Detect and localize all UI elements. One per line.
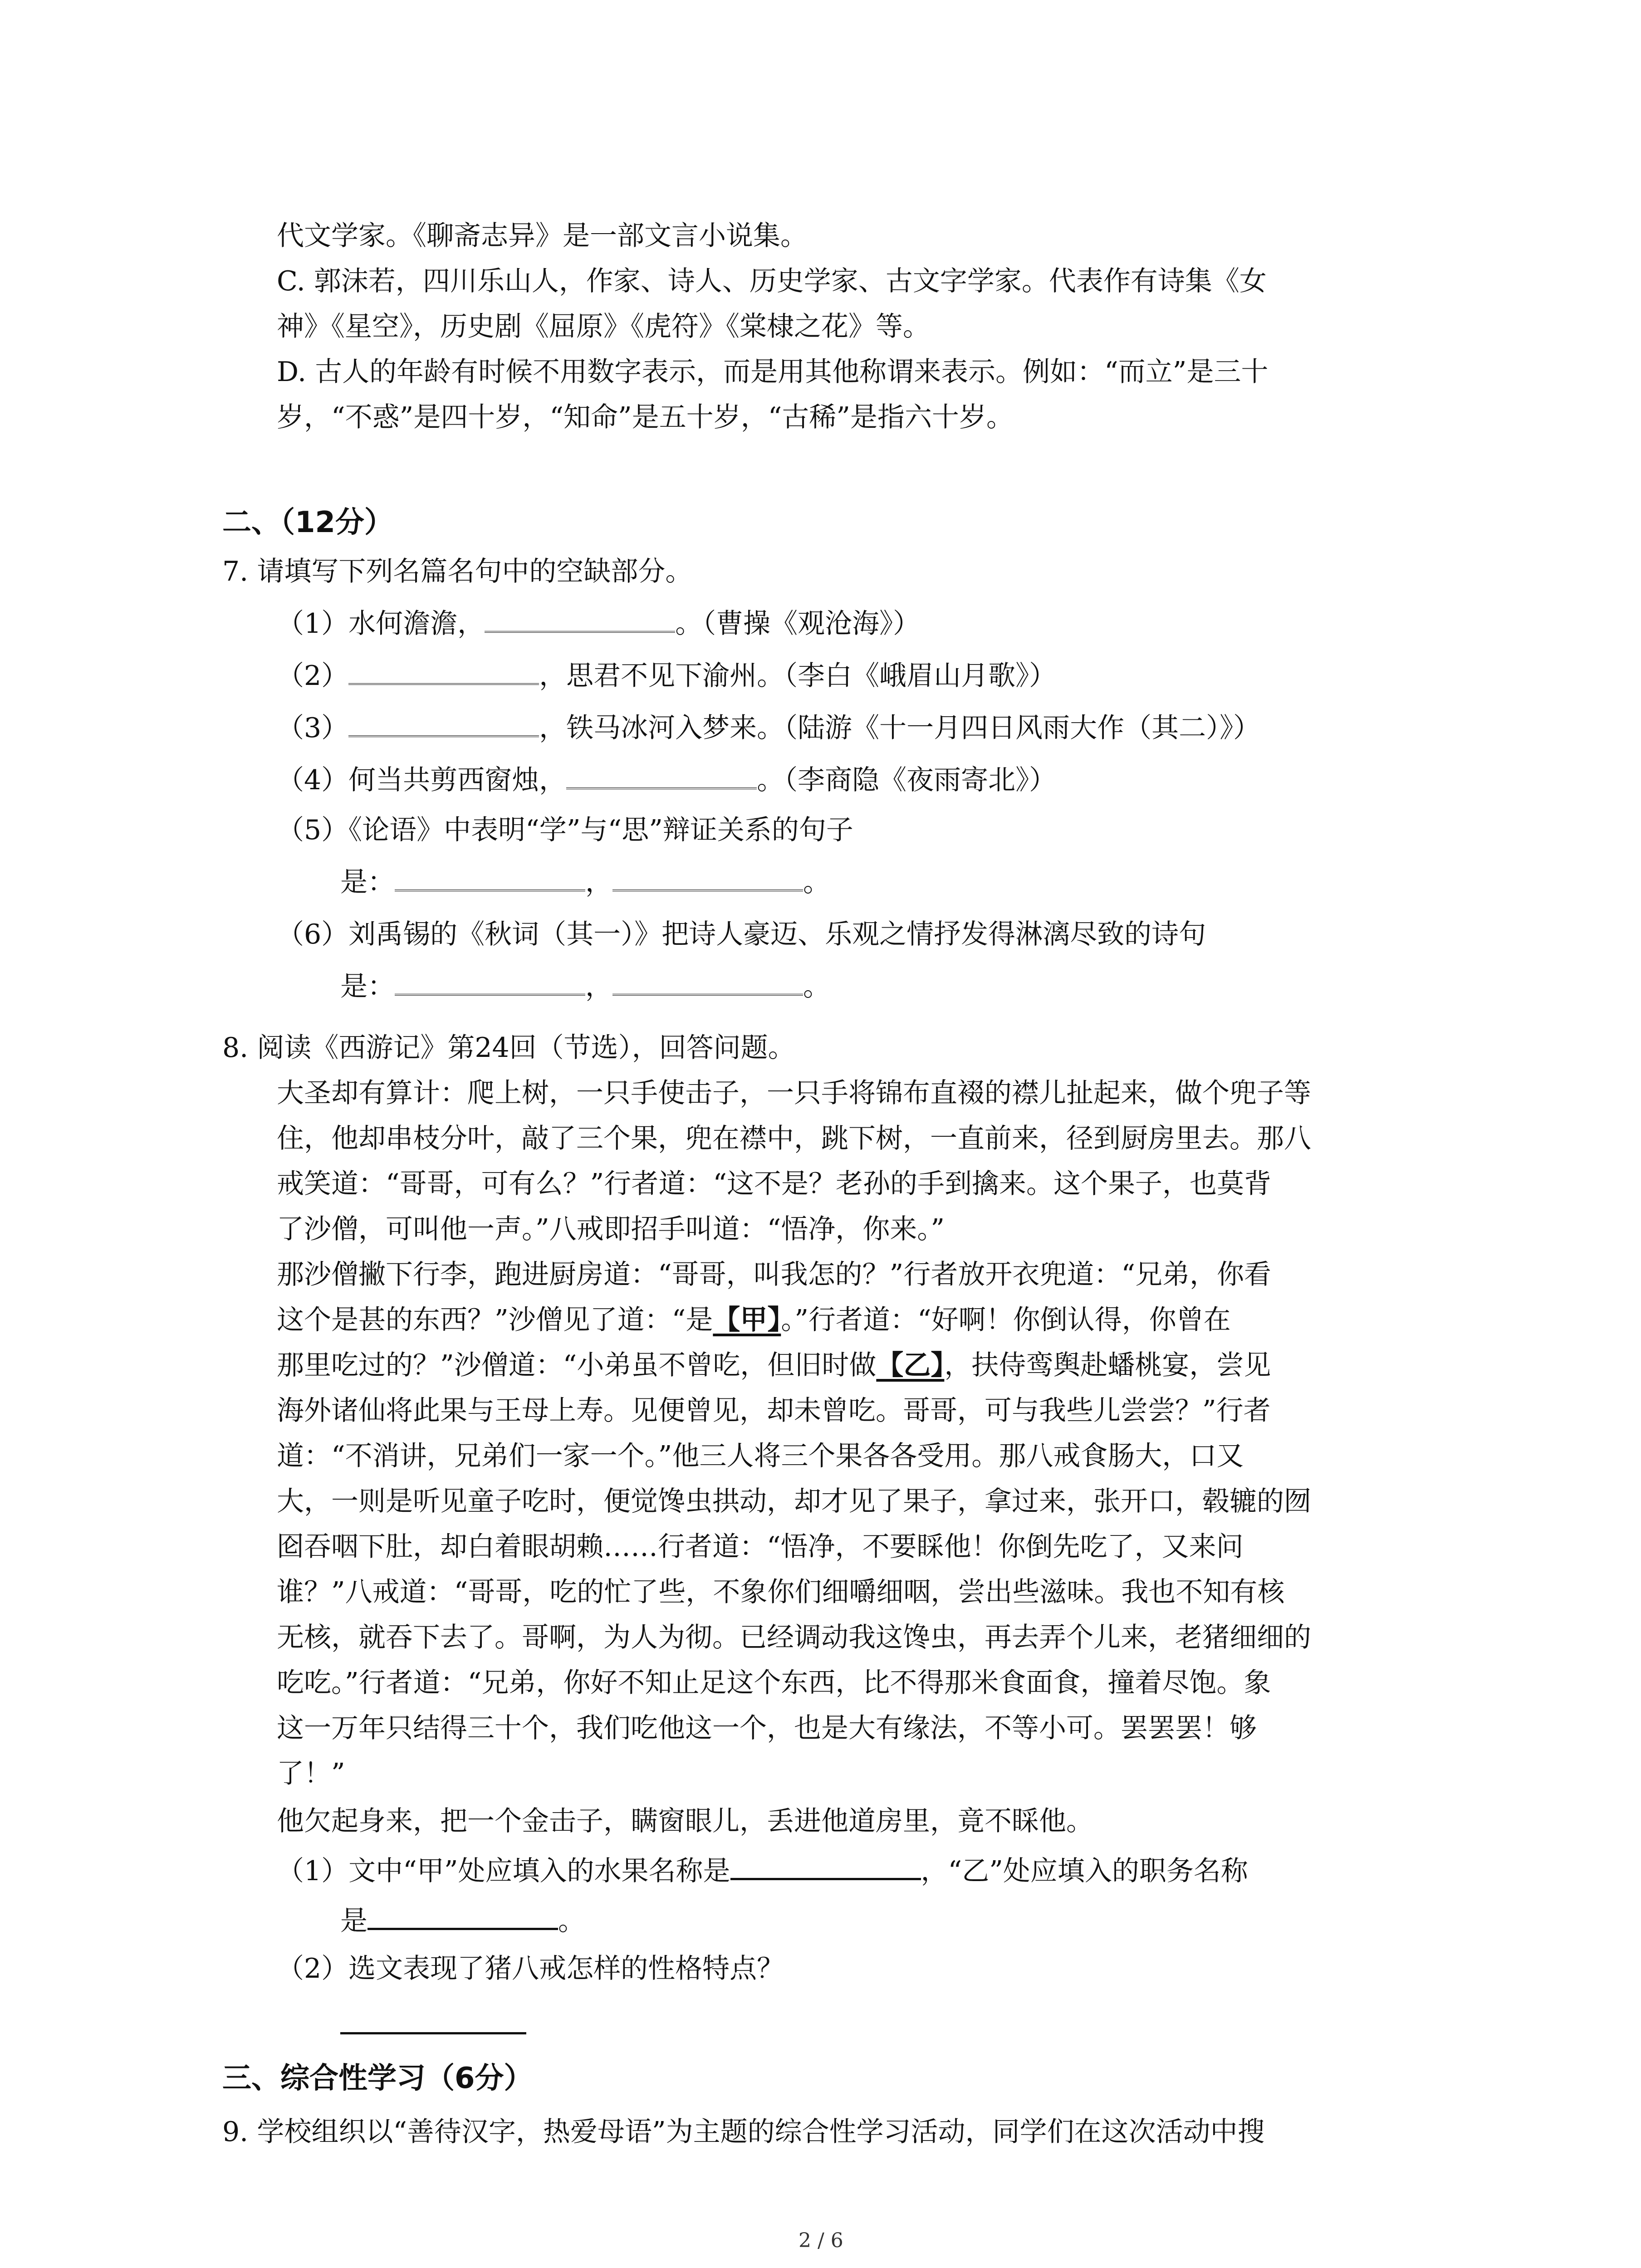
answer-blank[interactable] — [730, 1875, 921, 1880]
q7-item-6-answer-line — [340, 968, 830, 1005]
passage-line: 了沙僧，可叫他一声。”八戒即招手叫道：“悟净，你来。” — [277, 1213, 945, 1245]
comma: ， — [585, 866, 612, 898]
q7-item-2 — [277, 658, 1056, 694]
passage-line: 吃吃。”行者道：“兄弟，你好不知止足这个东西，比不得那米食面食，撞着尽饱。象 — [277, 1667, 1271, 1699]
period: 。 — [803, 866, 830, 898]
q7-item-6: （6）刘禹锡的《秋词（其一）》把诗人豪迈、乐观之情抒发得淋漓尽致的诗句 — [277, 919, 1206, 950]
answer-blank[interactable] — [348, 732, 539, 737]
q7-item-2-prefix: （2） — [277, 660, 349, 692]
comma: ， — [585, 971, 612, 1002]
answer-blank[interactable] — [566, 784, 757, 789]
q7-item-1-suffix: 。（曹操《观沧海》） — [675, 608, 921, 640]
option-c-line1: C. 郭沫若，四川乐山人，作家、诗人、历史学家、古文字学家。代表作有诗集《女 — [277, 265, 1267, 297]
passage-line: 无核，就吞下去了。哥啊，为人为彻。已经调动我这馋虫，再去弄个儿来，老猪细细的 — [277, 1622, 1311, 1653]
page-number: 2 / 6 — [798, 2229, 843, 2252]
q7-item-1 — [277, 606, 920, 642]
answer-prefix: 是： — [340, 866, 395, 898]
answer-blank[interactable] — [485, 627, 675, 633]
q7-stem: 7. 请填写下列名篇名句中的空缺部分。 — [222, 556, 693, 587]
q7-item-3-prefix: （3） — [277, 712, 349, 744]
period: 。 — [558, 1905, 585, 1937]
option-d-line2: 岁，“不惑”是四十岁，“知命”是五十岁，“古稀”是指六十岁。 — [277, 401, 1014, 433]
passage-line: 大，一则是听见童子吃时，便觉馋虫拱动，却才见了果子，拿过来，张开口，毂辘的囫 — [277, 1486, 1311, 1517]
q8-sub-1-cont — [340, 1903, 585, 1939]
q7-item-2-suffix: ，思君不见下渝州。（李白《峨眉山月歌》） — [539, 660, 1057, 692]
answer-prefix: 是： — [340, 971, 395, 1002]
answer-line[interactable] — [340, 2032, 526, 2034]
passage-text: 那里吃过的？”沙僧道：“小弟虽不曾吃，但旧时做 — [277, 1349, 877, 1381]
option-c-line2: 神》《星空》，历史剧《屈原》《虎符》《棠棣之花》等。 — [277, 311, 930, 342]
passage-text: 这个是甚的东西？”沙僧见了道：“是 — [277, 1304, 713, 1336]
answer-blank[interactable] — [395, 886, 585, 891]
passage-line-with-mark-jia — [277, 1302, 1231, 1338]
q7-item-5: （5）《论语》中表明“学”与“思”辩证关系的句子 — [277, 814, 853, 846]
sub-question-text: ，“乙”处应填入的职务名称 — [921, 1855, 1248, 1887]
q7-item-1-prefix: （1）水何澹澹， — [277, 608, 485, 640]
section-3-heading: 三、综合性学习（6分） — [222, 2062, 533, 2095]
period: 。 — [803, 971, 830, 1002]
q7-item-4 — [277, 762, 1056, 798]
q7-item-3-suffix: ，铁马冰河入梦来。（陆游《十一月四日风雨大作（其二）》） — [539, 712, 1261, 744]
mark-jia: 【甲】 — [713, 1304, 781, 1336]
answer-blank[interactable] — [395, 990, 585, 996]
q8-sub-1 — [277, 1853, 1248, 1889]
q7-item-4-suffix: 。（李商隐《夜雨寄北》） — [757, 764, 1057, 796]
passage-line-with-mark-yi — [277, 1347, 1271, 1383]
q7-item-4-prefix: （4）何当共剪西窗烛， — [277, 764, 567, 796]
q7-item-3 — [277, 710, 1260, 746]
passage-line: 那沙僧撇下行李，跑进厨房道：“哥哥，叫我怎的？”行者放开衣兜道：“兄弟，你看 — [277, 1259, 1272, 1290]
passage-line: 道：“不消讲，兄弟们一家一个。”他三人将三个果各各受用。那八戒食肠大，口又 — [277, 1440, 1244, 1472]
sub-question-text: （1）文中“甲”处应填入的水果名称是 — [277, 1855, 730, 1887]
passage-line: 海外诸仙将此果与王母上寿。见便曾见，却未曾吃。哥哥，可与我些儿尝尝？”行者 — [277, 1395, 1271, 1427]
passage-line: 戒笑道：“哥哥，可有么？”行者道：“这不是？老孙的手到擒来。这个果子，也莫背 — [277, 1168, 1272, 1200]
section-2-heading: 二、（12分） — [222, 506, 394, 539]
passage-line: 这一万年只结得三十个，我们吃他这一个，也是大有缘法，不等小可。罢罢罢！够 — [277, 1712, 1257, 1744]
passage-line: 大圣却有算计：爬上树，一只手使击子，一只手将锦布直裰的襟儿扯起来，做个兜子等 — [277, 1077, 1311, 1109]
q8-sub-2: （2）选文表现了猪八戒怎样的性格特点？ — [277, 1953, 784, 1984]
q8-stem: 8. 阅读《西游记》第24回（节选），回答问题。 — [222, 1032, 795, 1064]
mark-yi: 【乙】 — [876, 1349, 945, 1381]
passage-line: 他欠起身来，把一个金击子，瞒窗眼儿，丢进他道房里，竟不睬他。 — [277, 1805, 1093, 1837]
passage-line: 谁？”八戒道：“哥哥，吃的忙了些，不象你们细嚼细咽，尝出些滋味。我也不知有核 — [277, 1576, 1285, 1608]
q7-item-5-answer-line — [340, 864, 830, 900]
answer-blank[interactable] — [367, 1925, 558, 1930]
passage-line: 住，他却串枝分叶，敲了三个果，兜在襟中，跳下树，一直前来，径到厨房里去。那八 — [277, 1123, 1311, 1154]
answer-blank[interactable] — [612, 990, 803, 996]
q9-stem: 9. 学校组织以“善待汉字，热爱母语”为主题的综合性学习活动，同学们在这次活动中搜 — [222, 2116, 1265, 2148]
passage-line: 囵吞咽下肚，却白着眼胡赖……行者道：“悟净，不要睬他！你倒先吃了，又来问 — [277, 1531, 1244, 1563]
option-b-continuation: 代文学家。《聊斋志异》是一部文言小说集。 — [277, 220, 808, 252]
sub-question-text: 是 — [340, 1905, 367, 1937]
answer-blank[interactable] — [348, 679, 539, 685]
option-d-line1: D. 古人的年龄有时候不用数字表示，而是用其他称谓来表示。例如：“而立”是三十 — [277, 356, 1269, 388]
passage-text: ，扶侍鸾舆赴蟠桃宴，尝见 — [944, 1349, 1271, 1381]
passage-text: 。”行者道：“好啊！你倒认得，你曾在 — [781, 1304, 1231, 1336]
passage-line: 了！” — [277, 1758, 345, 1789]
answer-blank[interactable] — [612, 886, 803, 891]
